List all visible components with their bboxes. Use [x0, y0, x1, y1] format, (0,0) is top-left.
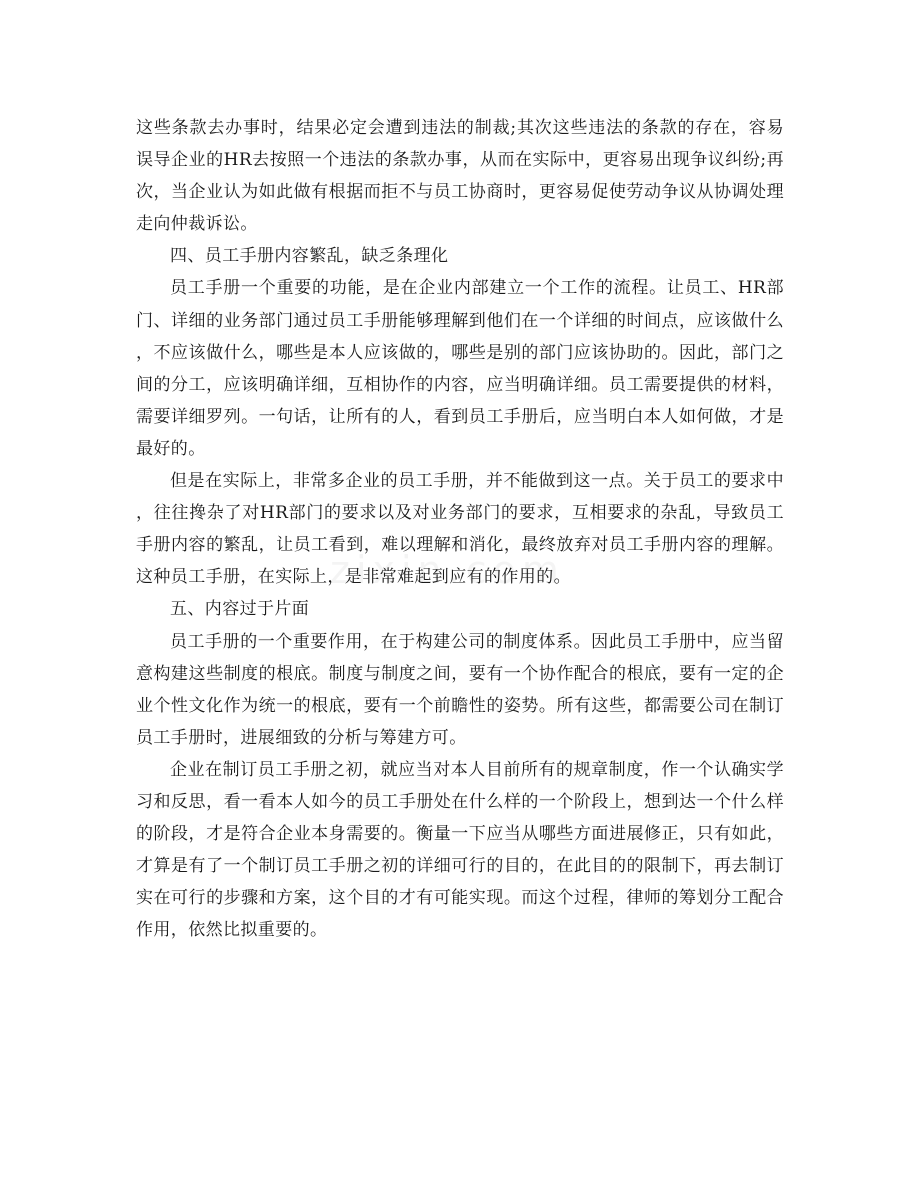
paragraph-body: 员工手册一个重要的功能，是在企业内部建立一个工作的流程。让员工、HR部门、详细的业务部门通过员工手册能够理解到他们在一个详细的时间点，应该做什么，不应该做什么，哪些是本人应该做的，哪些是别的部门应该协助的。因此，部门之间的分工，应该明确详细，互相协作的内容，应当明确详细。员工需要提供的材料，需要详细罗列。一句话，让所有的人，看到员工手册后，应当明白本人如何做，才是最好的。	[136, 278, 784, 459]
section-heading-five: 五、内容过于片面	[170, 599, 310, 620]
document-body	[136, 112, 784, 946]
paragraph-body: 但是在实际上，非常多企业的员工手册，并不能做到这一点。关于员工的要求中，往往搀杂了对HR部门的要求以及对业务部门的要求，互相要求的杂乱，导致员工手册内容的繁乱，让员工看到，难以理解和消化，最终放弃对员工手册内容的理解。这种员工手册，在实际上，是非常难起到应有的作用的。	[136, 471, 784, 588]
section-heading-four: 四、员工手册内容繁乱，缺乏条理化	[170, 246, 449, 267]
paragraph-body: 员工手册的一个重要作用，在于构建公司的制度体系。因此员工手册中，应当留意构建这些制度的根底。制度与制度之间，要有一个协作配合的根底，要有一定的企业个性文化作为统一的根底，要有一个前瞻性的姿势。所有这些，都需要公司在制订员工手册时，进展细致的分析与筹建方可。	[136, 631, 784, 748]
paragraph-continuation: 这些条款去办事时，结果必定会遭到违法的制裁;其次这些违法的条款的存在，容易误导企业的HR去按照一个违法的条款办事，从而在实际中，更容易出现争议纠纷;再次，当企业认为如此做有根据而拒不与员工协商时，更容易促使劳动争议从协调处理走向仲裁诉讼。	[136, 118, 784, 235]
paragraph-body: 企业在制订员工手册之初，就应当对本人目前所有的规章制度，作一个认确实学习和反思，看一看本人如今的员工手册处在什么样的一个阶段上，想到达一个什么样的阶段，才是符合企业本身需要的。衡量一下应当从哪些方面进展修正，只有如此，才算是有了一个制订员工手册之初的详细可行的目的，在此目的的限制下，再去制订实在可行的步骤和方案，这个目的才有可能实现。而这个过程，律师的筹划分工配合作用，依然比拟重要的。	[136, 759, 784, 941]
